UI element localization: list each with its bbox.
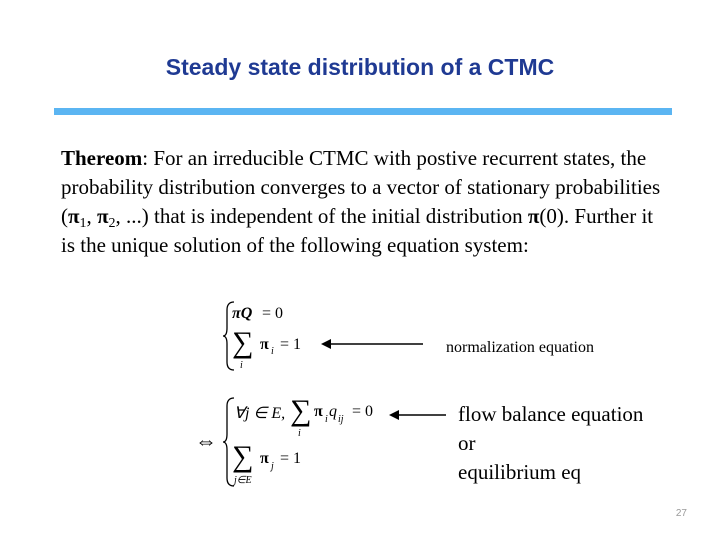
equation-system-2 bbox=[222, 396, 392, 488]
page-number: 27 bbox=[675, 508, 687, 519]
pi-2: π bbox=[97, 204, 109, 228]
title-underline bbox=[54, 108, 672, 115]
eq1-right: = 0 bbox=[262, 305, 284, 322]
sum-subscript-3: j∈E bbox=[234, 475, 252, 486]
pi-term: π bbox=[260, 336, 269, 353]
pi-1-subscript: 1 bbox=[79, 216, 87, 231]
theorem-lead: Thereom bbox=[61, 146, 143, 170]
sum-symbol: ∑ bbox=[232, 326, 254, 359]
sum-subscript: i bbox=[240, 360, 243, 371]
equation-system-1 bbox=[222, 300, 342, 372]
q-term: q bbox=[329, 403, 337, 420]
separator: , bbox=[86, 204, 98, 228]
theorem-part-3: (0). Further it is the unique solution of the following equation system: bbox=[61, 204, 654, 257]
arrow-normalization bbox=[320, 337, 425, 351]
sum-subscript-2: i bbox=[298, 428, 301, 439]
sum-symbol-2: ∑ bbox=[290, 394, 312, 427]
forall-clause: ∀j ∈ E, bbox=[234, 405, 286, 422]
pi-1: π bbox=[68, 204, 80, 228]
q-term-subscript: ij bbox=[338, 414, 344, 425]
pi-term-3: π bbox=[260, 450, 269, 467]
flow-label-line-2: or bbox=[458, 431, 476, 455]
pi-2-subscript: 2 bbox=[108, 216, 116, 231]
pi-term-subscript: i bbox=[271, 346, 274, 357]
normalization-label: normalization equation bbox=[446, 339, 594, 356]
flow-label-line-1: flow balance equation bbox=[458, 402, 644, 426]
pi-term-2: π bbox=[314, 403, 323, 420]
eq3-right: = 0 bbox=[352, 403, 374, 420]
pi-term-3-subscript: j bbox=[271, 461, 274, 472]
eq4-right: = 1 bbox=[280, 450, 302, 467]
slide-title: Steady state distribution of a CTMC bbox=[165, 54, 555, 80]
theorem-part-2: , ...) that is independent of the initial distribution bbox=[115, 204, 528, 228]
eq2-right: = 1 bbox=[280, 336, 302, 353]
theorem-text bbox=[61, 144, 661, 260]
flow-label-line-3: equilibrium eq bbox=[458, 460, 582, 484]
sum-symbol-3: ∑ bbox=[232, 440, 254, 473]
flow-balance-label bbox=[458, 400, 643, 487]
arrow-flow-balance bbox=[388, 408, 448, 422]
theorem-part-1: : For an irreducible CTMC with postive recurrent states, the probability distribution converges to a vector of stationary probabilities ( bbox=[61, 146, 661, 228]
pi-term-2-subscript: i bbox=[325, 414, 328, 425]
iff-symbol: ⇔ bbox=[195, 428, 217, 453]
pi-q: πQ bbox=[232, 305, 253, 322]
pi-0: π bbox=[527, 204, 540, 228]
